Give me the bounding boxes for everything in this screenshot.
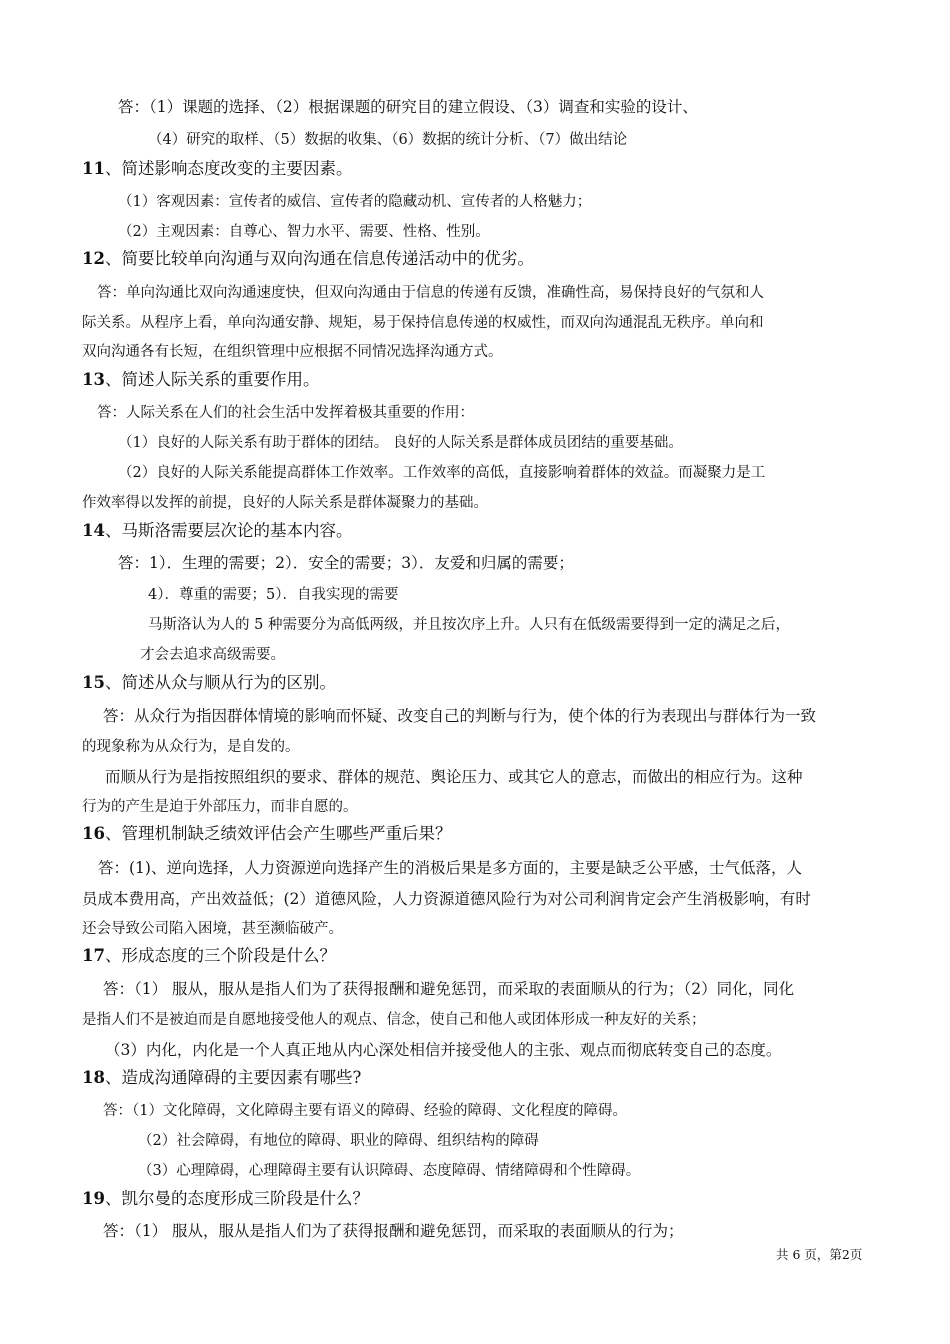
answer-line: （3）内化，内化是一个人真正地从内心深处相信并接受他人的主张、观点而彻底转变自己的态度。	[105, 1041, 782, 1059]
question-heading	[82, 369, 878, 391]
question-title: 、马斯洛需要层次论的基本内容。	[104, 521, 353, 540]
question-title: 、管理机制缺乏绩效评估会产生哪些严重后果？	[104, 824, 452, 843]
question-title: 、简要比较单向沟通与双向沟通在信息传递活动中的优劣。	[104, 249, 534, 268]
intro-line-1: 答：（1）课题的选择、（2）根据课题的研究目的建立假设、（3）调查和实验的设计、	[118, 98, 698, 116]
answer-line: 员成本费用高，产出效益低；(2）道德风险，人力资源道德风险行为对公司利润肯定会产生消极影响，有时	[82, 890, 811, 908]
answer-line: 答：（1）文化障碍，文化障碍主要有语义的障碍、经验的障碍、文化程度的障碍。	[103, 1103, 627, 1119]
question-number: 13	[82, 370, 105, 389]
answer-line: 答：（1） 服从，服从是指人们为了获得报酬和避免惩罚，而采取的表面顺从的行为；	[103, 1222, 684, 1240]
answer-line: 还会导致公司陷入困境，甚至濒临破产。	[82, 921, 343, 937]
question-heading	[82, 1188, 878, 1210]
answer-line: 的现象称为从众行为，是自发的。	[82, 739, 300, 755]
question-heading	[82, 248, 878, 270]
intro-line-2: （4）研究的取样、（5）数据的收集、（6）数据的统计分析、（7）做出结论	[148, 132, 628, 148]
question-heading	[82, 158, 878, 180]
answer-line: 答：单向沟通比双向沟通速度快，但双向沟通由于信息的传递有反馈，准确性高，易保持良好的气氛和人	[97, 285, 764, 301]
answer-line: 答：人际关系在人们的社会生活中发挥着极其重要的作用：	[97, 405, 474, 421]
answer-line: 答：（1） 服从，服从是指人们为了获得报酬和避免惩罚，而采取的表面顺从的行为；（2）同化，同化	[103, 980, 795, 998]
question-number: 16	[82, 824, 105, 843]
answer-line: （2）社会障碍，有地位的障碍、职业的障碍、组织结构的障碍	[138, 1133, 539, 1149]
question-title: 、造成沟通障碍的主要因素有哪些?	[104, 1068, 362, 1087]
question-title: 、简述从众与顺从行为的区别。	[104, 673, 336, 692]
question-title: 、简述影响态度改变的主要因素。	[104, 159, 353, 178]
answer-line: （1）良好的人际关系有助于群体的团结。 良好的人际关系是群体成员团结的重要基础。	[118, 435, 683, 451]
question-title: 、凯尔曼的态度形成三阶段是什么？	[104, 1189, 369, 1208]
question-number: 11	[82, 159, 105, 178]
answer-line: 马斯洛认为人的 5 种需要分为高低两级，并且按次序上升。人只有在低级需要得到一定的满足之后，	[148, 617, 790, 633]
answer-line: （2）主观因素：自尊心、智力水平、需要、性格、性别。	[118, 224, 490, 240]
answer-line: 作效率得以发挥的前提，良好的人际关系是群体凝聚力的基础。	[82, 495, 488, 511]
question-number: 18	[82, 1068, 105, 1087]
question-number: 12	[82, 249, 105, 268]
answer-line: 而顺从行为是指按照组织的要求、群体的规范、舆论压力、或其它人的意志，而做出的相应行为。这种	[105, 768, 803, 786]
question-number: 17	[82, 946, 105, 965]
question-heading	[82, 823, 878, 845]
answer-line: 4）．尊重的需要；5）．自我实现的需要	[148, 587, 399, 603]
question-heading	[82, 520, 878, 542]
question-title: 、简述人际关系的重要作用。	[104, 370, 320, 389]
question-heading	[82, 945, 878, 967]
answer-line: （1）客观因素：宣传者的威信、宣传者的隐藏动机、宣传者的人格魅力；	[118, 194, 592, 210]
answer-line: 才会去追求高级需要。	[140, 647, 285, 663]
answer-line: 答：(1)、逆向选择，人力资源逆向选择产生的消极后果是多方面的，主要是缺乏公平感，士气低落，人	[98, 859, 802, 877]
question-heading	[82, 672, 878, 694]
answer-line: 行为的产生是迫于外部压力，而非自愿的。	[82, 799, 358, 815]
answer-line: 答：从众行为指因群体情境的影响而怀疑、改变自己的判断与行为，使个体的行为表现出与群体行为一致	[103, 707, 817, 725]
answer-line: 是指人们不是被迫而是自愿地接受他人的观点、信念，使自己和他人或团体形成一种友好的关系；	[82, 1012, 706, 1028]
question-number: 14	[82, 521, 105, 540]
answer-line: 际关系。从程序上看，单向沟通安静、规矩，易于保持信息传递的权威性，而双向沟通混乱无秩序。单向和	[82, 315, 764, 331]
answer-line: 答：1）．生理的需要；2）．安全的需要；3）．友爱和归属的需要；	[118, 554, 574, 572]
question-number: 19	[82, 1189, 105, 1208]
question-number: 15	[82, 673, 105, 692]
question-title: 、形成态度的三个阶段是什么？	[104, 946, 336, 965]
answer-line: 双向沟通各有长短，在组织管理中应根据不同情况选择沟通方式。	[82, 344, 503, 360]
answer-line: （3）心理障碍，心理障碍主要有认识障碍、态度障碍、情绪障碍和个性障碍。	[138, 1163, 641, 1179]
answer-line: （2）良好的人际关系能提高群体工作效率。工作效率的高低，直接影响着群体的效益。而凝聚力是工	[118, 465, 766, 481]
question-heading	[82, 1067, 878, 1089]
page-footer: 共 6 页，第2页	[776, 1247, 863, 1262]
